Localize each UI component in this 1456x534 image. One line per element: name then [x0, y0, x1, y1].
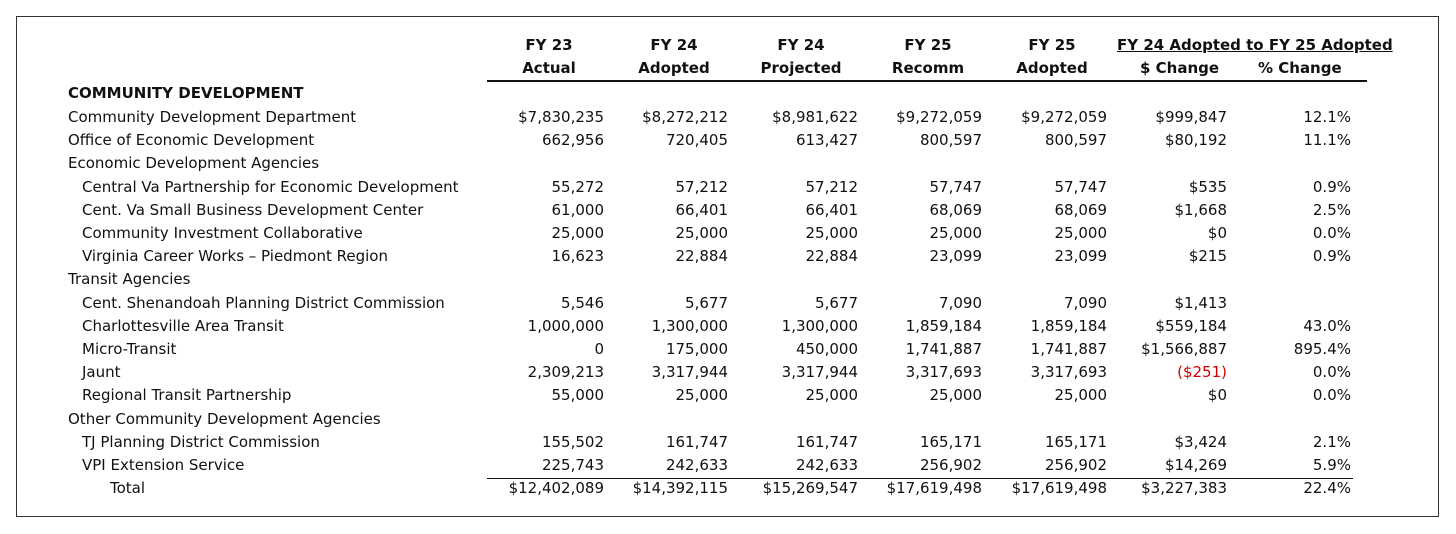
header-col4-line1: FY 25	[904, 36, 952, 54]
row-value: 25,000	[1054, 224, 1107, 242]
row-value: $535	[1188, 178, 1227, 196]
row-value: 2.5%	[1312, 201, 1351, 219]
row-value: 1,000,000	[527, 317, 604, 335]
row-label: Transit Agencies	[68, 270, 191, 288]
total-rule	[487, 478, 1353, 479]
row-value: 225,743	[541, 456, 604, 474]
row-label: Charlottesville Area Transit	[82, 317, 284, 335]
row-value: 1,741,887	[1030, 340, 1107, 358]
row-value: 613,427	[795, 131, 858, 149]
row-value: 2.1%	[1312, 433, 1351, 451]
row-value: 165,171	[919, 433, 982, 451]
total-value: $15,269,547	[762, 479, 858, 497]
row-value: 25,000	[805, 386, 858, 404]
row-value: ($251)	[1177, 363, 1227, 381]
row-value: 68,069	[929, 201, 982, 219]
row-value: $3,424	[1174, 433, 1227, 451]
total-value: $12,402,089	[508, 479, 604, 497]
row-value: 450,000	[795, 340, 858, 358]
row-value: 68,069	[1054, 201, 1107, 219]
row-value: 155,502	[541, 433, 604, 451]
row-label: Community Investment Collaborative	[82, 224, 363, 242]
row-value: 1,859,184	[905, 317, 982, 335]
row-value: 800,597	[919, 131, 982, 149]
row-value: 2,309,213	[527, 363, 604, 381]
header-col1-line1: FY 23	[525, 36, 573, 54]
row-label: TJ Planning District Commission	[82, 433, 320, 451]
row-label: Community Development Department	[68, 108, 357, 126]
row-value: 25,000	[929, 386, 982, 404]
header-col1-line2: Actual	[522, 59, 576, 77]
row-value: 22,884	[805, 247, 858, 265]
total-value: 22.4%	[1303, 479, 1351, 497]
row-value: 7,090	[939, 294, 982, 312]
row-value: 662,956	[541, 131, 604, 149]
total-value: $17,619,498	[886, 479, 982, 497]
row-value: 800,597	[1044, 131, 1107, 149]
row-value: 57,212	[675, 178, 728, 196]
header-dollar-change: $ Change	[1140, 59, 1220, 77]
row-value: 12.1%	[1303, 108, 1351, 126]
row-value: 23,099	[929, 247, 982, 265]
row-value: 66,401	[805, 201, 858, 219]
row-value: $1,413	[1174, 294, 1227, 312]
row-value: 0.9%	[1312, 247, 1351, 265]
row-value: $80,192	[1164, 131, 1227, 149]
row-value: 25,000	[551, 224, 604, 242]
row-value: $0	[1207, 224, 1227, 242]
header-rule	[487, 80, 1367, 82]
row-label: Central Va Partnership for Economic Development	[82, 178, 459, 196]
row-value: 57,747	[1054, 178, 1107, 196]
row-label: Office of Economic Development	[68, 131, 315, 149]
row-label: Cent. Shenandoah Planning District Commission	[82, 294, 445, 312]
row-value: 3,317,944	[781, 363, 858, 381]
row-value: 0.0%	[1312, 363, 1351, 381]
total-value: $17,619,498	[1011, 479, 1107, 497]
row-value: $999,847	[1155, 108, 1227, 126]
row-value: 57,212	[805, 178, 858, 196]
row-value: $1,668	[1174, 201, 1227, 219]
row-value: 57,747	[929, 178, 982, 196]
row-value: $14,269	[1164, 456, 1227, 474]
row-label: Jaunt	[82, 363, 121, 381]
row-value: 895.4%	[1293, 340, 1351, 358]
row-label: VPI Extension Service	[82, 456, 245, 474]
row-value: 25,000	[675, 386, 728, 404]
section-title: COMMUNITY DEVELOPMENT	[68, 84, 304, 102]
row-value: $1,566,887	[1141, 340, 1227, 358]
total-value: $14,392,115	[632, 479, 728, 497]
row-value: 161,747	[665, 433, 728, 451]
row-value: $559,184	[1155, 317, 1227, 335]
row-value: 242,633	[795, 456, 858, 474]
row-value: 165,171	[1044, 433, 1107, 451]
row-value: 3,317,693	[1030, 363, 1107, 381]
row-value: 22,884	[675, 247, 728, 265]
row-value: 256,902	[1044, 456, 1107, 474]
row-value: 0.0%	[1312, 386, 1351, 404]
row-value: 161,747	[795, 433, 858, 451]
row-value: 25,000	[805, 224, 858, 242]
row-value: 0.9%	[1312, 178, 1351, 196]
row-value: 23,099	[1054, 247, 1107, 265]
row-value: $7,830,235	[518, 108, 604, 126]
row-value: 3,317,693	[905, 363, 982, 381]
row-value: 1,859,184	[1030, 317, 1107, 335]
row-value: 16,623	[551, 247, 604, 265]
total-label: Total	[110, 479, 146, 497]
row-label: Cent. Va Small Business Development Center	[82, 201, 424, 219]
row-value: 43.0%	[1303, 317, 1351, 335]
row-value: 0	[594, 340, 604, 358]
row-value: 175,000	[665, 340, 728, 358]
row-value: $9,272,059	[1021, 108, 1107, 126]
row-value: 55,272	[551, 178, 604, 196]
row-value: 1,300,000	[651, 317, 728, 335]
row-value: $8,272,212	[642, 108, 728, 126]
row-value: 66,401	[675, 201, 728, 219]
row-value: 256,902	[919, 456, 982, 474]
row-value: $215	[1188, 247, 1227, 265]
row-value: $0	[1207, 386, 1227, 404]
header-col3-line1: FY 24	[777, 36, 825, 54]
row-label: Virginia Career Works – Piedmont Region	[82, 247, 388, 265]
header-col5-line2: Adopted	[1016, 59, 1088, 77]
row-label: Economic Development Agencies	[68, 154, 320, 172]
row-label: Other Community Development Agencies	[68, 410, 381, 428]
row-value: 720,405	[665, 131, 728, 149]
header-col4-line2: Recomm	[891, 59, 965, 77]
header-col3-line2: Projected	[760, 59, 842, 77]
row-value: 7,090	[1064, 294, 1107, 312]
header-col2-line2: Adopted	[638, 59, 710, 77]
row-value: 242,633	[665, 456, 728, 474]
total-value: $3,227,383	[1141, 479, 1227, 497]
row-value: 3,317,944	[651, 363, 728, 381]
row-value: $8,981,622	[772, 108, 858, 126]
row-value: 5,546	[561, 294, 604, 312]
row-value: 5,677	[685, 294, 728, 312]
row-value: 1,741,887	[905, 340, 982, 358]
row-value: 5,677	[815, 294, 858, 312]
row-label: Micro-Transit	[82, 340, 177, 358]
header-col2-line1: FY 24	[650, 36, 698, 54]
row-value: 1,300,000	[781, 317, 858, 335]
row-value: 11.1%	[1303, 131, 1351, 149]
header-change-group: FY 24 Adopted to FY 25 Adopted	[1117, 36, 1393, 54]
row-value: 55,000	[551, 386, 604, 404]
row-value: 25,000	[929, 224, 982, 242]
row-value: $9,272,059	[896, 108, 982, 126]
row-value: 0.0%	[1312, 224, 1351, 242]
header-pct-change: % Change	[1258, 59, 1342, 77]
header-col5-line1: FY 25	[1028, 36, 1076, 54]
row-value: 5.9%	[1312, 456, 1351, 474]
row-value: 25,000	[1054, 386, 1107, 404]
row-label: Regional Transit Partnership	[82, 386, 292, 404]
row-value: 61,000	[551, 201, 604, 219]
row-value: 25,000	[675, 224, 728, 242]
